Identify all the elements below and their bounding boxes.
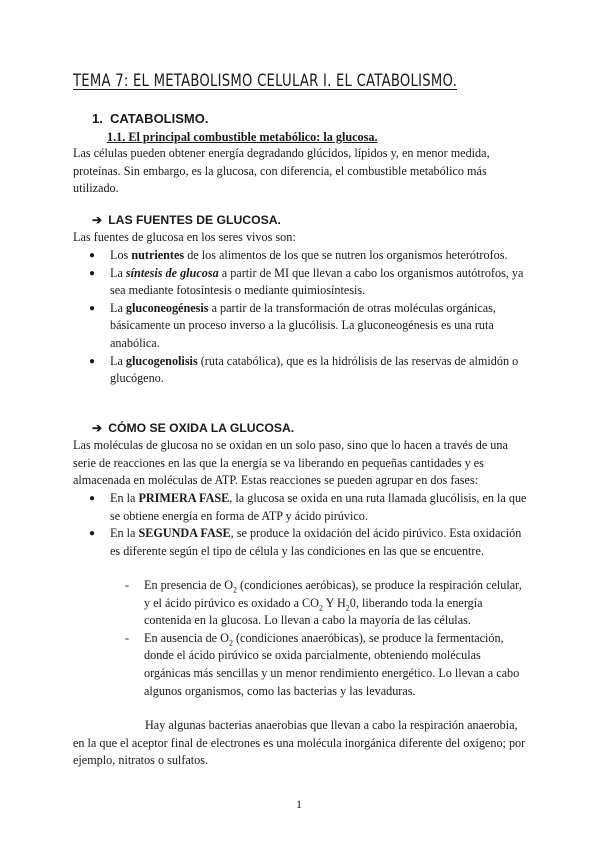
list-item: ● En la PRIMERA FASE, la glucosa se oxida en una ruta llamada glucólisis, en la que se obtiene energía en forma de ATP y ácido pirúvico. — [89, 491, 527, 523]
dash-icon: - — [125, 578, 130, 592]
arrow-right-icon: ➔ — [92, 421, 103, 435]
fuentes-lead: Las fuentes de glucosa en los seres vivos son: — [73, 230, 296, 244]
anaerobic-paragraph: Hay algunas bacterias anaerobias que llevan a cabo la respiración anaerobia, en la que el aceptor final de electrones es una molécula inorgánica diferente del oxígeno; por ejemplo, nitratos o sulfatos. — [73, 718, 526, 768]
bullet-icon: ● — [89, 302, 96, 314]
oxida-lead: Las moléculas de glucosa no se oxidan en un solo paso, sino que lo hacen a través de una serie de reacciones en las que la energía se va liberando en pequeñas cantidades y es almacenada en moléculas de ATP. Estas reacciones se pueden agrupar en dos fases: — [73, 438, 508, 488]
list-item: - En ausencia de $O_2$ (condiciones anaeróbicas), se produce la fermentación, donde el ácido pirúvico se oxida parcialmente, obteniendo moléculas orgánicas más sencillas y un menor rendimiento energético. Lo llevan a cabo algunos organismos, como las bacterias y las levaduras. — [125, 630, 520, 698]
section-heading — [92, 110, 208, 128]
bullet-icon: ● — [89, 355, 96, 367]
intro-paragraph: Las células pueden obtener energía degradando glúcidos, lípidos y, en menor medida, proteínas. Sin embargo, es la glucosa, con diferencia, el combustible metabólico más utilizado. — [73, 146, 490, 196]
list-item: ● Los nutrientes de los alimentos de los que se nutren los organismos heterótrofos. — [73, 247, 528, 265]
oxida-heading — [92, 420, 294, 438]
fuentes-heading-text: LAS FUENTES DE GLUCOSA. — [108, 213, 281, 227]
arrow-right-icon: ➔ — [92, 213, 103, 227]
page-title: TEMA 7: EL METABOLISMO CELULAR I. EL CATABOLISMO. — [73, 71, 458, 90]
subsection-heading: 1.1. El principal combustible metabólico: la glucosa. — [107, 130, 378, 144]
section-number: 1. — [92, 111, 103, 126]
bullet-icon: ● — [89, 267, 96, 279]
oxida-heading-text: CÓMO SE OXIDA LA GLUCOSA. — [108, 421, 295, 435]
list-item: - En presencia de $O_2$ (condiciones aeróbicas), se produce la respiración celular, y el ácido pirúvico es oxidado a $CO_2$ Y $H_20$, liberando toda la energía contenida en la glucosa. Lo llevan a cabo la mayoría de las células. — [125, 578, 522, 628]
conditions-list — [118, 577, 528, 700]
section-label: CATABOLISMO. — [110, 111, 209, 126]
list-item: ● La gluconeogénesis a partir de la transformación de otras moléculas orgánicas, básicamente un proceso inverso a la glucólisis. La gluconeogénesis es una ruta anabólica. — [89, 300, 496, 350]
dash-icon: - — [125, 630, 130, 645]
bullet-icon: ● — [89, 528, 96, 540]
list-item: ● En la SEGUNDA FASE, se produce la oxidación del ácido pirúvico. Esta oxidación es diferente según el tipo de célula y las condiciones en las que se encuentre. — [89, 526, 522, 558]
bullet-icon: ● — [89, 250, 96, 261]
bullet-icon: ● — [89, 493, 96, 504]
list-item: ● La síntesis de glucosa a partir de MI que llevan a cabo los organismos autótrofos, ya sea mediante fotosíntesis o mediante quimiosíntesis. — [89, 265, 524, 298]
phases-list — [73, 490, 528, 560]
page-number: 1 — [296, 797, 302, 811]
fuentes-heading — [92, 212, 281, 230]
fuentes-list — [73, 247, 528, 388]
list-item: ● La glucogenolisis (ruta catabólica), que es la hidrólisis de las reservas de almidón o glucógeno. — [89, 353, 519, 386]
